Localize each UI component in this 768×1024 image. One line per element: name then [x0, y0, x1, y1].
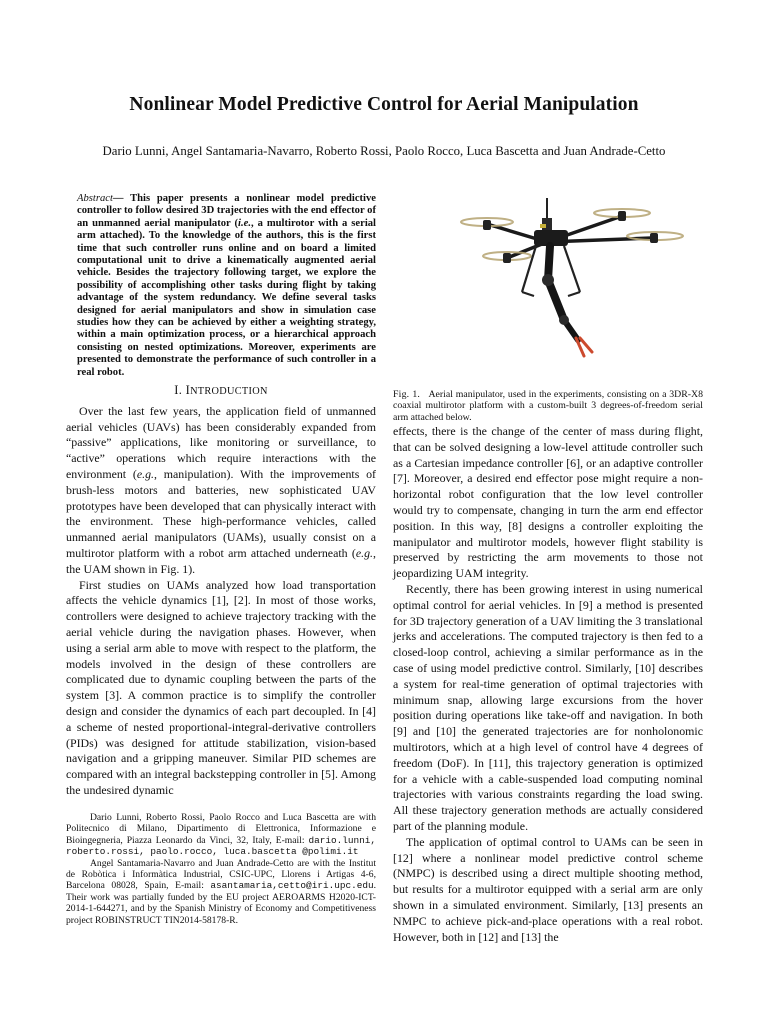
intro-p1-eg: e.g. [136, 467, 154, 482]
right-paragraph-1: effects, there is the change of the center of mass during flight, that can be solved designing a low-level attitude controller such as a Cartesian impedance controller [6], or an adaptive controller [7]. Moreover, a desired end effector pose might require a non-horizontal robot configuration that the low level controller would try to compensate, changing in turn the arm end effector position. In this way, [8] designs a controller exploiting the manipulator and multirotor models, however flight stability is preserved by restricting the arm movements to those not jeopardizing UAM integrity. [393, 424, 703, 581]
intro-p1-text-c: , the UAM shown in Fig. 1). [66, 546, 376, 576]
abstract-text-1: — This paper presents a nonlinear model predictive controller to follow desired 3D trajectories with the end effector of an unmanned aerial manipulator ( [77, 193, 376, 229]
paper-title: Nonlinear Model Predictive Control for Aerial Manipulation [129, 94, 639, 115]
section-title-rest: NTRODUCTION [190, 386, 268, 398]
abstract [66, 193, 376, 379]
abstract-ie: i.e. [238, 217, 251, 229]
intro-p1-text-a: Over the last few years, the application field of unmanned aerial vehicles (UAVs) has been considerably expanded from “passive” applications, like monitoring or surveillance, to “active” operations which require interactions with the environment ( [66, 403, 376, 482]
left-column [66, 193, 376, 799]
figure-caption-text: Aerial manipulator, used in the experiments, consisting on a 3DR-X8 coaxial multirotor platform with a custom-built 3 degrees-of-freedom serial arm attached below. [393, 388, 703, 423]
right-column [393, 424, 703, 945]
footnote-1-email: dario.lunni, roberto.rossi, paolo.rocco, luca.bascetta @polimi.it [66, 834, 376, 858]
abstract-label: Abstract [77, 193, 113, 204]
footnote-2-email: asantamaria,cetto@iri.upc.edu [210, 880, 374, 892]
footnote-2-text: Angel Santamaria-Navarro and Juan Andrade-Cetto are with the Institut de Robòtica i Informàtica Industrial, CSIC-UPC, Llorens i Artigas 4-6, Barcelona 08028, Spain, E-mail: [66, 857, 376, 892]
right-paragraph-3: The application of optimal control to UAMs can be seen in [12] where a nonlinear model predictive control scheme (NMPC) is described using a direct multiple shooting method, but results for a multirotor equipped with a serial arm are only shown in a simulated environment. Similarly, [13] presents an NMPC to achieve pick-and-place operations with a real robot. However, both in [12] and [13] the [393, 834, 703, 944]
intro-p1-eg2: e.g. [355, 546, 374, 561]
footnote-2-funding: . Their work was partially funded by the EU project AEROARMS H2020-ICT-2014-1-644271, and by the Spanish Ministry of Economy and Competitiveness project ROBINSTRUCT TIN2014-58178-R. [66, 880, 376, 926]
abstract-text-2: , a multirotor with a serial arm attached). To the knowledge of the authors, this is the first time that such controller runs online and on board a limited computational unit to drive a kinematically augmented aerial vehicle. Besides the trajectory following target, we explore the possibility of accomplishing other tasks during flight by taking advantage of the system redundancy. We define several tasks designed for aerial manipulators and show in simulation case studies how they can be achieved by either a weighting strategy, within a main optimization process, or a hierarchical approach consisting on nested optimizations. Moreover, experiments are presented to demonstrate the performance of such controller in a real robot. [77, 217, 377, 378]
intro-paragraph-1 [66, 404, 376, 578]
footnote-1 [66, 812, 376, 858]
author-list: Dario Lunni, Angel Santamaria-Navarro, Roberto Rossi, Paolo Rocco, Luca Bascetta and Juan Andrade-Cetto [102, 144, 666, 158]
affiliation-footnote [66, 812, 376, 926]
figure-caption-label: Fig. 1. [393, 388, 421, 400]
intro-paragraph-2: First studies on UAMs analyzed how load transportation affects the vehicle dynamics [1], [2]. In most of those works, controllers were designed to achieve trajectory tracking with the aerial vehicle during the navigation phases. However, when using a serial arm able to move with respect to the platform, the models involved in the design of these controllers are complicated due to dynamic coupling between the parts of the system [3]. A common practice is to simplify the controller design and consider the dynamics of each part decoupled. In [4] a scheme of nested proportional-integral-derivative controllers (PIDs) was designed for attitude stabilization, vision-based navigation and a gripping maneuver. Similar PID schemes are compared with an integral backstepping controller in [5]. Among the undesired dynamic [66, 577, 376, 798]
section-title-initial: I [185, 383, 191, 398]
footnote-2 [66, 858, 376, 926]
figure-caption [393, 389, 703, 424]
section-heading-introduction [66, 383, 376, 400]
section-number: I. [174, 383, 183, 398]
footnote-1-text: Dario Lunni, Roberto Rossi, Paolo Rocco and Luca Bascetta are with Politecnico di Milano, Dipartimento di Elettronica, Informazione e Bioingegneria, Piazza Leonardo da Vinci, 32, Italy, E-mail: [66, 812, 376, 846]
right-paragraph-2: Recently, there has been growing interest in using numerical optimal control for aerial vehicles. In [9] a method is presented for 3D trajectory generation of a UAV limiting the 3 translational jerks and accelerations. The computed trajectory is then fed to a closed-loop control, achieving a similar performance as in the case of using model predictive control. Similarly, [10] describes a system for real-time generation of optimal trajectories with minimum snap, allowing large excursions from the hover position during operations like take-off and navigation. In both [9] and [10] the generated trajectories are for nonholonomic multirotors, which at a high level of control have 4 degrees of freedom (DoF). In [11], this trajectory generation is optimized for a vehicle with a cable-suspended load computing nominal trajectories with various constraints regarding the load swing. All these trajectory generation methods are actually considered part of the planning module. [393, 581, 703, 833]
aerial-manipulator-photo [452, 180, 698, 368]
intro-p1-text-b: , manipulation). With the improvements of brush-less motors and batteries, new sophisticated UAV prototypes have been developed that can physically interact with the environment. These high-performance vehicles, called unmanned aerial manipulators (UAMs), usually consist on a multirotor platform with a robot arm attached underneath ( [66, 467, 377, 561]
